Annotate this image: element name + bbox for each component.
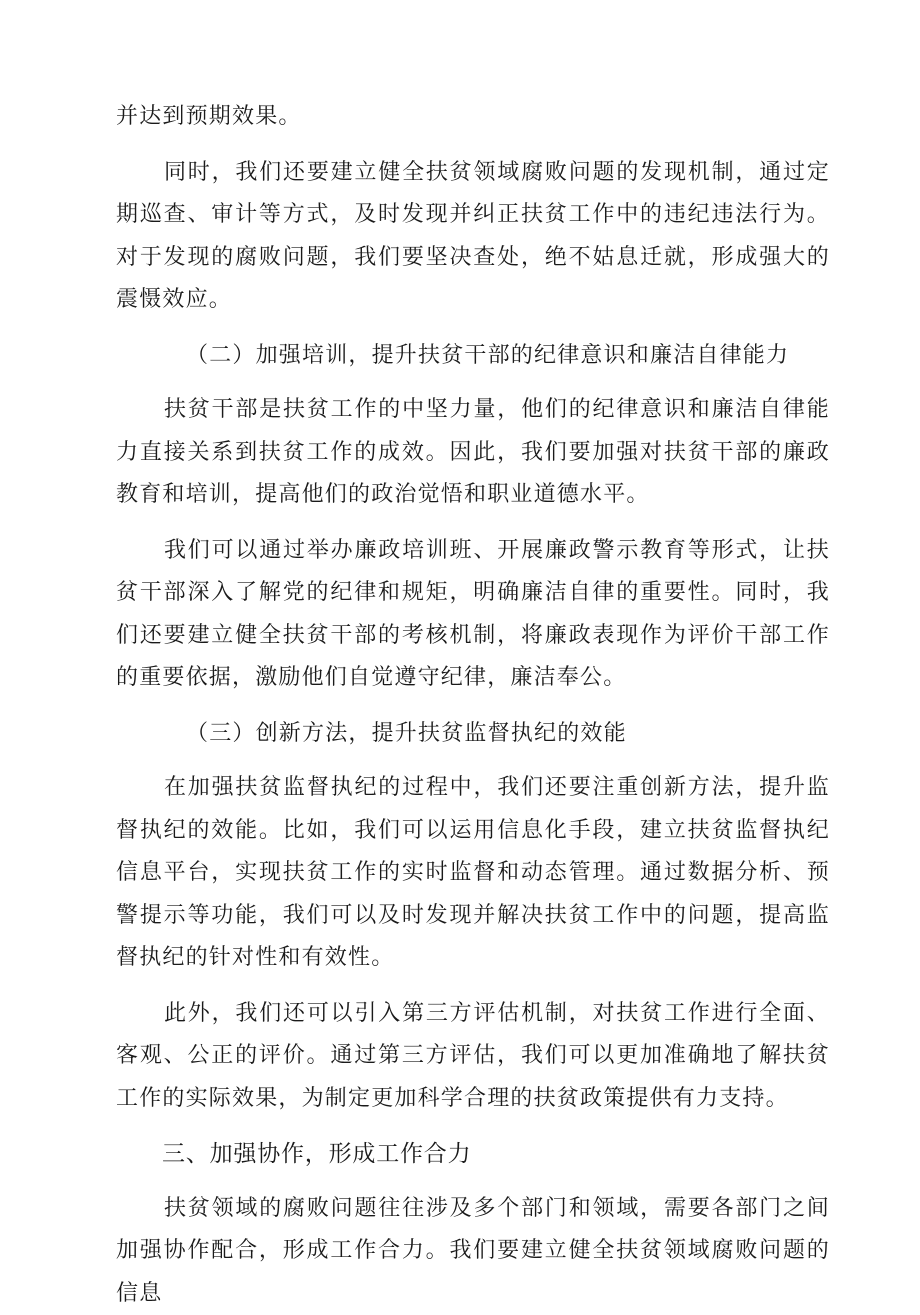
paragraph-third-party-evaluation: 此外，我们还可以引入第三方评估机制，对扶贫工作进行全面、客观、公正的评价。通过第三方评估，我们可以更加准确地了解扶贫工作的实际效果，为制定更加科学合理的扶贫政策提供有力支持。 [116,993,830,1121]
paragraph-collaboration: 扶贫领域的腐败问题往往涉及多个部门和领域，需要各部门之间加强协作配合，形成工作合力。我们要建立健全扶贫领域腐败问题的信息 [116,1188,830,1315]
subheading-training: （二）加强培训，提升扶贫干部的纪律意识和廉洁自律能力 [116,335,830,378]
paragraph-continuation: 并达到预期效果。 [116,96,830,139]
paragraph-training-methods: 我们可以通过举办廉政培训班、开展廉政警示教育等形式，让扶贫干部深入了解党的纪律和规矩，明确廉洁自律的重要性。同时，我们还要建立健全扶贫干部的考核机制，将廉政表现作为评价干部工作的重要依据，激励他们自觉遵守纪律，廉洁奉公。 [116,530,830,700]
subheading-innovation: （三）创新方法，提升扶贫监督执纪的效能 [116,713,830,756]
paragraph-information-platform: 在加强扶贫监督执纪的过程中，我们还要注重创新方法，提升监督执纪的效能。比如，我们可以运用信息化手段，建立扶贫监督执纪信息平台，实现扶贫工作的实时监督和动态管理。通过数据分析、预警提示等功能，我们可以及时发现并解决扶贫工作中的问题，提高监督执纪的针对性和有效性。 [116,767,830,980]
paragraph-discovery-mechanism: 同时，我们还要建立健全扶贫领域腐败问题的发现机制，通过定期巡查、审计等方式，及时发现并纠正扶贫工作中的违纪违法行为。对于发现的腐败问题，我们要坚决查处，绝不姑息迁就，形成强大的震慑效应。 [116,152,830,322]
section-heading-collaboration: 三、加强协作，形成工作合力 [116,1133,830,1176]
paragraph-cadre-role: 扶贫干部是扶贫工作的中坚力量，他们的纪律意识和廉洁自律能力直接关系到扶贫工作的成效。因此，我们要加强对扶贫干部的廉政教育和培训，提高他们的政治觉悟和职业道德水平。 [116,389,830,517]
